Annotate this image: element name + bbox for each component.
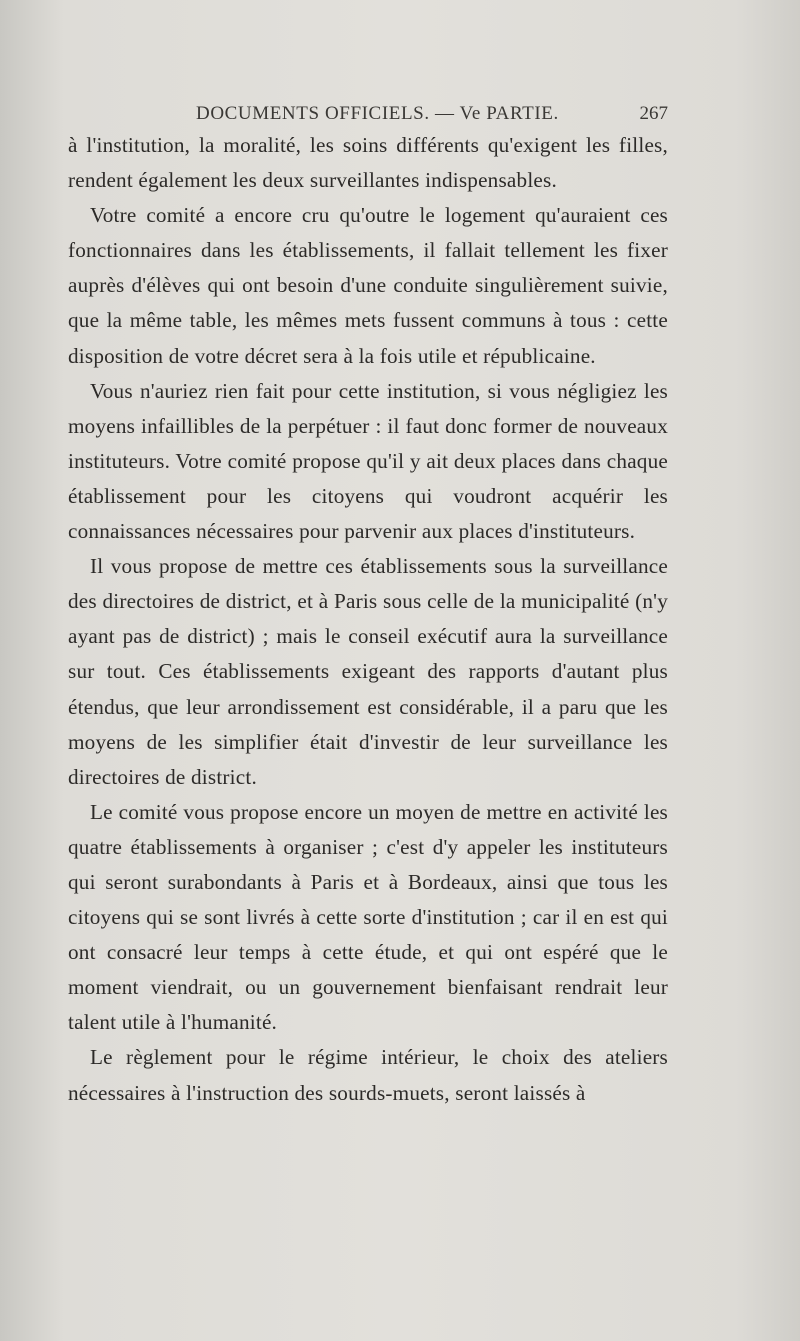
running-title: DOCUMENTS OFFICIELS. — Ve PARTIE. <box>196 103 559 124</box>
paragraph: Le comité vous propose encore un moyen de mettre en activité les quatre établissements à organiser ; c'est d'y appeler les instituteurs qui seront surabondants à Paris et à Bordeaux, ainsi que tous les citoyens qui se sont livrés à cette sorte d'institution ; car il en est qui ont consacré leur temps à cette étude, et qui ont espéré que le moment viendrait, ou un gouvernement bienfaisant rendrait leur talent utile à l'humanité. <box>68 799 668 1035</box>
paragraph: Le règlement pour le régime intérieur, le choix des ateliers nécessaires à l'instruction des sourds-muets, seront laissés à <box>68 1045 668 1105</box>
paragraph-continued: à l'institution, la moralité, les soins différents qu'exigent les filles, rendent également les deux surveillantes indispensables. <box>68 133 668 193</box>
page-number: 267 <box>639 103 668 124</box>
paragraph: Vous n'auriez rien fait pour cette institution, si vous négligiez les moyens infaillibles de la perpétuer : il faut donc former de nouveaux instituteurs. Votre comité propose qu'il y ait deux places dans chaque établissement pour les citoyens qui voudront acquérir les connaissances nécessaires pour parvenir aux places d'instituteurs. <box>68 378 668 544</box>
page-header <box>68 96 668 132</box>
paragraph: Votre comité a encore cru qu'outre le logement qu'auraient ces fonctionnaires dans les établissements, il fallait tellement les fixer auprès d'élèves qui ont besoin d'une conduite singulièrement suivie, que la même table, les mêmes mets fussent communs à tous : cette disposition de votre décret sera à la fois utile et républicaine. <box>68 203 668 368</box>
paragraph: Il vous propose de mettre ces établissements sous la surveillance des directoires de district, et à Paris sous celle de la municipalité (n'y ayant pas de district) ; mais le conseil exécutif aura la surveillance sur tout. Ces établissements exigeant des rapports d'autant plus étendus, que leur arrondissement est considérable, il a paru que les moyens de les simplifier était d'investir de leur surveillance les directoires de district. <box>68 554 668 789</box>
body-text <box>68 128 668 1111</box>
